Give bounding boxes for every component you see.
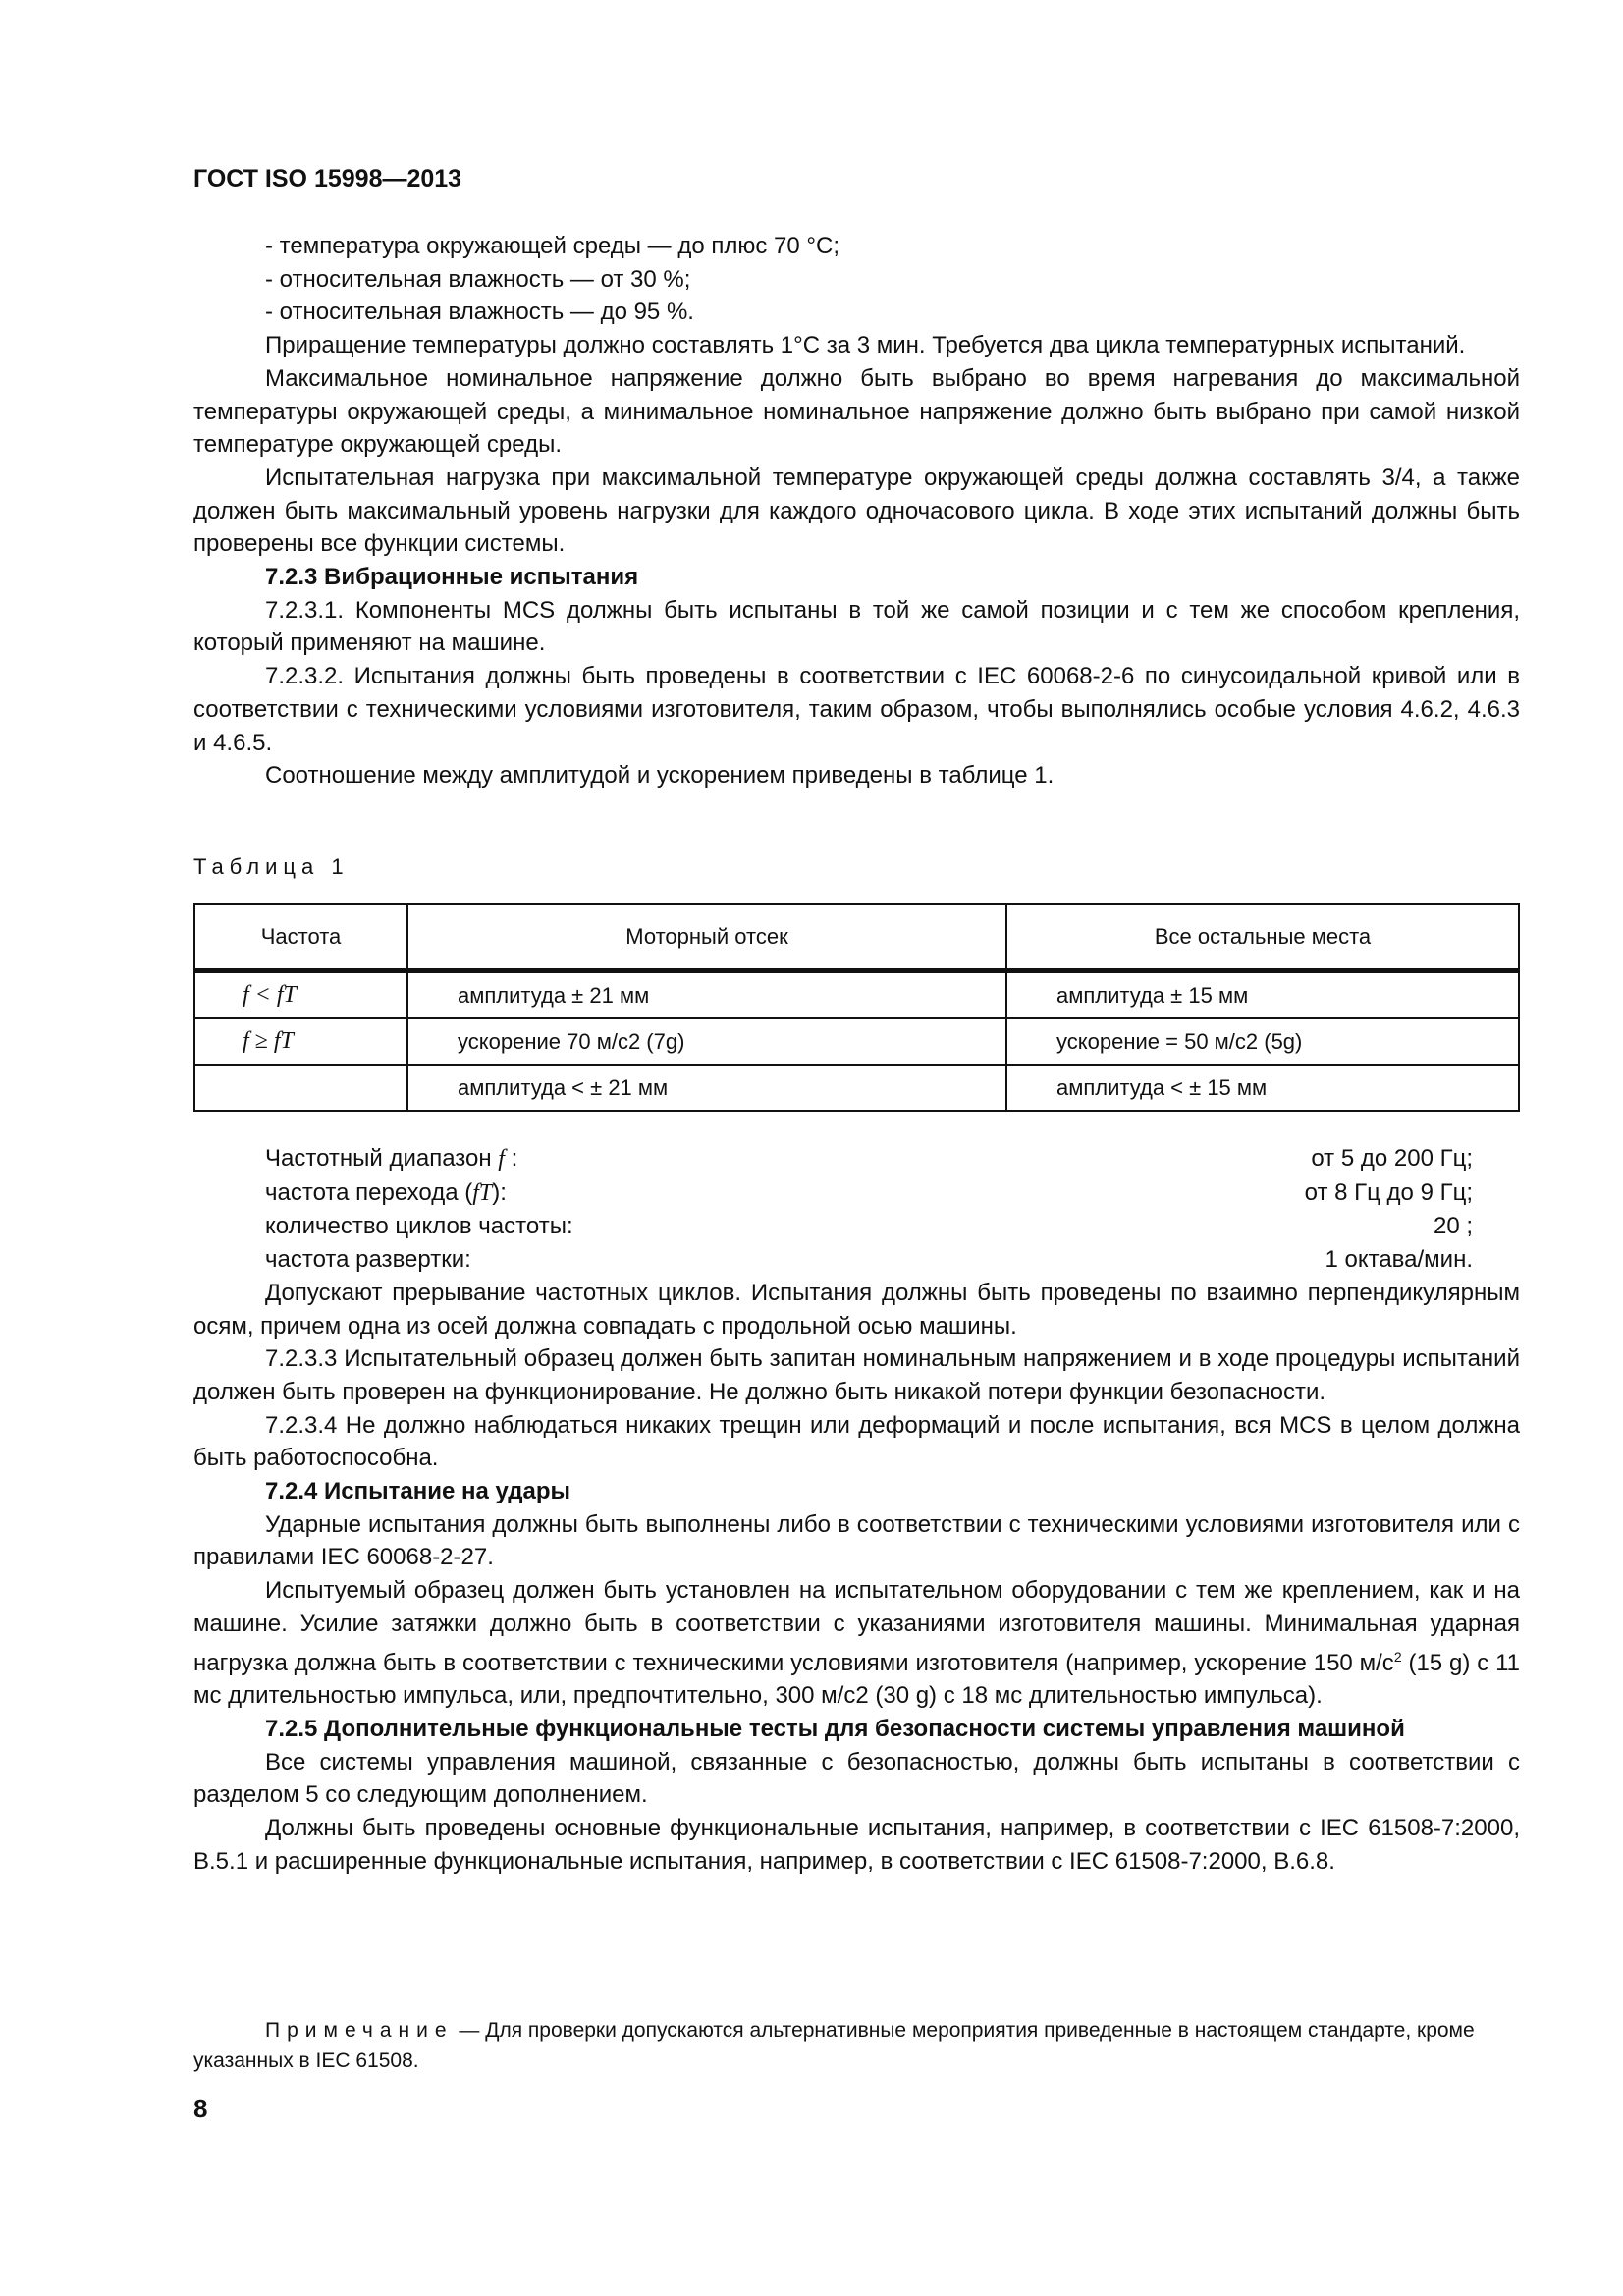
paragraph: 7.2.3.3 Испытательный образец должен быть запитан номинальным напряжением и в ходе процедуры испытаний должен быть проверен на функционирование. Не должно быть никакой потери функции безопасности.: [193, 1345, 1520, 1405]
param-row: [193, 1243, 1520, 1277]
param-label: Частотный диапазон f :: [265, 1145, 518, 1172]
document-header: ГОСТ ISO 15998—2013: [193, 165, 462, 192]
param-row: [193, 1142, 1520, 1176]
table-cell: f ≥ fT: [194, 1018, 407, 1065]
table-cell: амплитуда ± 15 мм: [1006, 971, 1519, 1019]
list-item: - относительная влажность — до 95 %.: [265, 299, 694, 326]
param-value: от 5 до 200 Гц;: [1311, 1145, 1473, 1172]
section-heading: 7.2.4 Испытание на удары: [265, 1478, 571, 1505]
table-cell: ускорение = 50 м/с2 (5g): [1006, 1018, 1519, 1065]
table-caption: Таблица 1: [193, 854, 350, 879]
vibration-table: [193, 903, 1520, 1112]
section-heading: 7.2.3 Вибрационные испытания: [265, 564, 639, 591]
table-cell: амплитуда < ± 21 мм: [407, 1065, 1006, 1111]
table-cell: [194, 1065, 407, 1111]
paragraph: Приращение температуры должно составлять 1°С за 3 мин. Требуется два цикла температурных испытаний.: [265, 332, 1466, 359]
section-text-1: [193, 230, 1520, 793]
paragraph: 7.2.3.1. Компоненты MCS должны быть испытаны в той же самой позиции и с тем же способом крепления, который применяют на машине.: [193, 596, 1520, 657]
paragraph: Должны быть проведены основные функциональные испытания, например, в соответствии с IEC 61508-7:2000, B.5.1 и расширенные функциональные испытания, например, в соответствии с IEC 61508-7:2000, B.6.8.: [193, 1815, 1520, 1875]
param-value: 1 октава/мин.: [1325, 1246, 1473, 1274]
paragraph: Максимальное номинальное напряжение должно быть выбрано во время нагревания до максимальной температуры окружающей среды, а минимальное номинальное напряжение должно быть выбрано при самой низкой температуре окружающей среды.: [193, 364, 1520, 459]
paragraph: Соотношение между амплитудой и ускорением приведены в таблице 1.: [265, 762, 1055, 790]
table-row: [194, 971, 1519, 1019]
table-cell: амплитуда ± 21 мм: [407, 971, 1006, 1019]
table-header: Все остальные места: [1006, 904, 1519, 971]
param-row: [193, 1176, 1520, 1211]
paragraph: Допускают прерывание частотных циклов. Испытания должны быть проведены по взаимно перпендикулярным осям, причем одна из осей должна совпадать с продольной осью машины.: [193, 1279, 1520, 1339]
paragraph: 7.2.3.2. Испытания должны быть проведены в соответствии с IEC 60068-2-6 по синусоидальной кривой или в соответствии с техническими условиями изготовителя, таким образом, чтобы выполнялись особые условия 4.6.2, 4.6.3 и 4.6.5.: [193, 663, 1520, 756]
section-text-2: [193, 1142, 1520, 1878]
note: [193, 2015, 1520, 2076]
paragraph: Ударные испытания должны быть выполнены либо в соответствии с техническими условиями изготовителя или с правилами IEC 60068-2-27.: [193, 1510, 1520, 1571]
paragraph: Испытуемый образец должен быть установлен на испытательном оборудовании с тем же креплением, как и на машине. Усилие затяжки должно быть в соответствии с указаниями изготовителя машины. Минимальная ударная нагрузка должна быть в соответствии с техническими условиями изготовителя (например, ускорение 150 $м/с^2$ (15 g) с 11 мс длительностью импульса, или, предпочтительно, 300 м/с2 (30 g) с 18 мс длительностью импульса).: [193, 1577, 1520, 1710]
param-label: количество циклов частоты:: [265, 1213, 573, 1240]
param-label: частота развертки:: [265, 1246, 471, 1274]
paragraph: 7.2.3.4 Не должно наблюдаться никаких трещин или деформаций и после испытания, вся MCS в целом должна быть работоспособна.: [193, 1411, 1520, 1472]
paragraph: Все системы управления машиной, связанные с безопасностью, должны быть испытаны в соответствии с разделом 5 со следующим дополнением.: [193, 1748, 1520, 1809]
note-text: — Для проверки допускаются альтернативные мероприятия приведенные в настоящем стандарте, кроме указанных в IEC 61508.: [193, 2019, 1475, 2072]
table-cell: f < fT: [194, 971, 407, 1019]
table-header: Частота: [194, 904, 407, 971]
list-item: - температура окружающей среды — до плюс 70 °С;: [265, 233, 839, 259]
list-item: - относительная влажность — от 30 %;: [265, 265, 691, 293]
table-cell: ускорение 70 м/с2 (7g): [407, 1018, 1006, 1065]
param-label: частота перехода (fT):: [265, 1178, 507, 1206]
paragraph: Испытательная нагрузка при максимальной температуре окружающей среды должна составлять 3/4, а также должен быть максимальный уровень нагрузки для каждого одночасового цикла. В ходе этих испытаний должны быть проверены все функции системы.: [193, 464, 1520, 558]
page-number: 8: [193, 2094, 208, 2123]
table-row: [194, 1018, 1519, 1065]
param-row: [193, 1210, 1520, 1243]
note-label: Примечание: [265, 2019, 454, 2042]
table-cell: амплитуда < ± 15 мм: [1006, 1065, 1519, 1111]
param-value: от 8 Гц до 9 Гц;: [1304, 1178, 1473, 1206]
table-header-row: [194, 904, 1519, 971]
section-heading: 7.2.5 Дополнительные функциональные тесты для безопасности системы управления машиной: [265, 1715, 1405, 1742]
table-row: [194, 1065, 1519, 1111]
param-value: 20 ;: [1433, 1213, 1473, 1240]
table-header: Моторный отсек: [407, 904, 1006, 971]
